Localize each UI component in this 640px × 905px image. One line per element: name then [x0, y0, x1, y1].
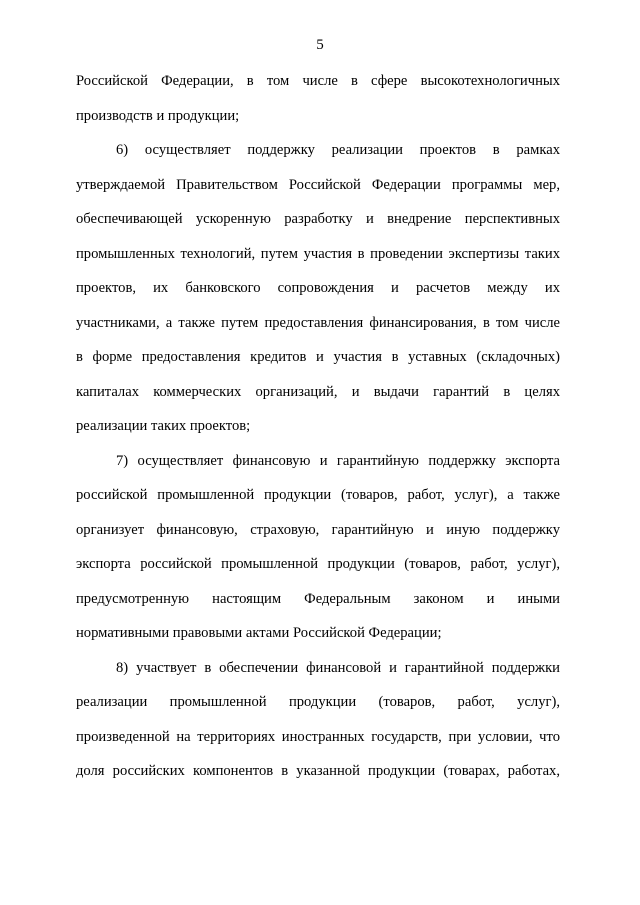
text-line: нормативными правовыми актами Российской Федерации;	[76, 625, 442, 641]
text-line: 7) осуществляет финансовую и гарантийную поддержку экспорта	[116, 453, 560, 469]
text-line: промышленных технологий, путем участия в проведении экспертизы таких	[76, 246, 560, 262]
text-line: организует финансовую, страховую, гарантийную и иную поддержку	[76, 522, 560, 538]
text-line: предусмотренную настоящим Федеральным законом и иными	[76, 591, 560, 607]
text-line: 6) осуществляет поддержку реализации проектов в рамках	[116, 142, 560, 158]
text-line: 8) участвует в обеспечении финансовой и гарантийной поддержки	[116, 660, 560, 676]
page-number: 5	[316, 37, 324, 53]
text-line: капиталах коммерческих организаций, и выдачи гарантий в целях	[76, 384, 560, 400]
text-line: доля российских компонентов в указанной продукции (товарах, работах,	[76, 763, 560, 779]
text-line: экспорта российской промышленной продукции (товаров, работ, услуг),	[76, 556, 560, 572]
text-line: проектов, их банковского сопровождения и расчетов между их	[76, 280, 560, 296]
text-line: реализации таких проектов;	[76, 418, 251, 434]
text-line: произведенной на территориях иностранных государств, при условии, что	[76, 729, 560, 745]
text-line: российской промышленной продукции (товаров, работ, услуг), а также	[76, 487, 560, 503]
text-line: реализации промышленной продукции (товаров, работ, услуг),	[76, 694, 560, 710]
text-line: производств и продукции;	[76, 108, 240, 124]
text-line: утверждаемой Правительством Российской Федерации программы мер,	[76, 177, 560, 193]
text-line: в форме предоставления кредитов и участия в уставных (складочных)	[76, 349, 560, 365]
text-line: участниками, а также путем предоставления финансирования, в том числе	[76, 315, 560, 331]
text-line: обеспечивающей ускоренную разработку и внедрение перспективных	[76, 211, 560, 227]
text-line: Российской Федерации, в том числе в сфере высокотехнологичных	[76, 73, 560, 89]
